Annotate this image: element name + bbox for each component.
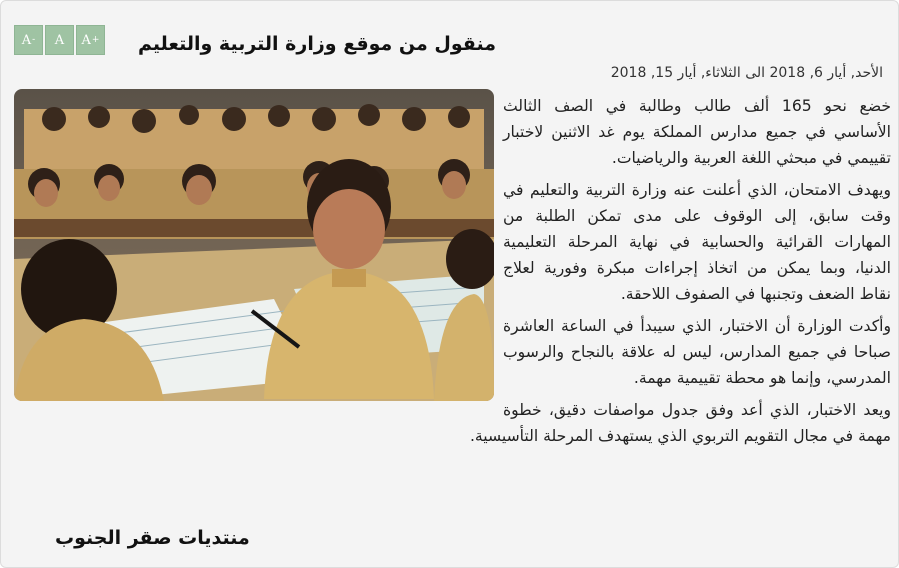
article-date: الأحد, أيار 6, 2018 الى الثلاثاء, أيار 15, 2018 [610, 65, 883, 81]
font-reset-button[interactable]: A [45, 25, 74, 55]
font-size-controls [14, 25, 105, 55]
article-paragraph: خضع نحو 165 ألف طالب وطالبة في الصف الثالث الأساسي في جميع مدارس المملكة يوم غد الاثنين لاختبار تقييمي في مبحثي اللغة العربية والرياضيات. [503, 97, 891, 167]
font-increase-button[interactable]: A + [76, 25, 105, 55]
font-decrease-button[interactable]: A - [14, 25, 43, 55]
article-title: منقول من موقع وزارة التربية والتعليم [137, 33, 496, 55]
photo-spacer [14, 93, 503, 421]
article-body [14, 93, 891, 455]
article-paragraph: ويهدف الامتحان، الذي أعلنت عنه وزارة التربية والتعليم في وقت سابق، إلى الوقوف على مدى تمكن الطلبة من المهارات القرائية والحسابية في نهاية المرحلة التعليمية الدنيا، وبما يمكن من اتخاذ إجراءات مبكرة وفورية لعلاج نقاط الضعف وتجنبها في الصفوف اللاحقة. [503, 181, 891, 303]
article-paragraph: وأكدت الوزارة أن الاختبار، الذي سيبدأ في الساعة العاشرة صباحا في جميع المدارس، ليس له علاقة بالنجاح والرسوب المدرسي، وإنما هو محطة تقييمية مهمة. [503, 317, 891, 387]
article-paragraph: ويعد الاختبار، الذي أعد وفق جدول مواصفات دقيق، خطوة مهمة في مجال التقويم التربوي الذي يستهدف المرحلة التأسيسية. [469, 401, 891, 445]
forum-signature: منتديات صقر الجنوب [55, 527, 250, 549]
